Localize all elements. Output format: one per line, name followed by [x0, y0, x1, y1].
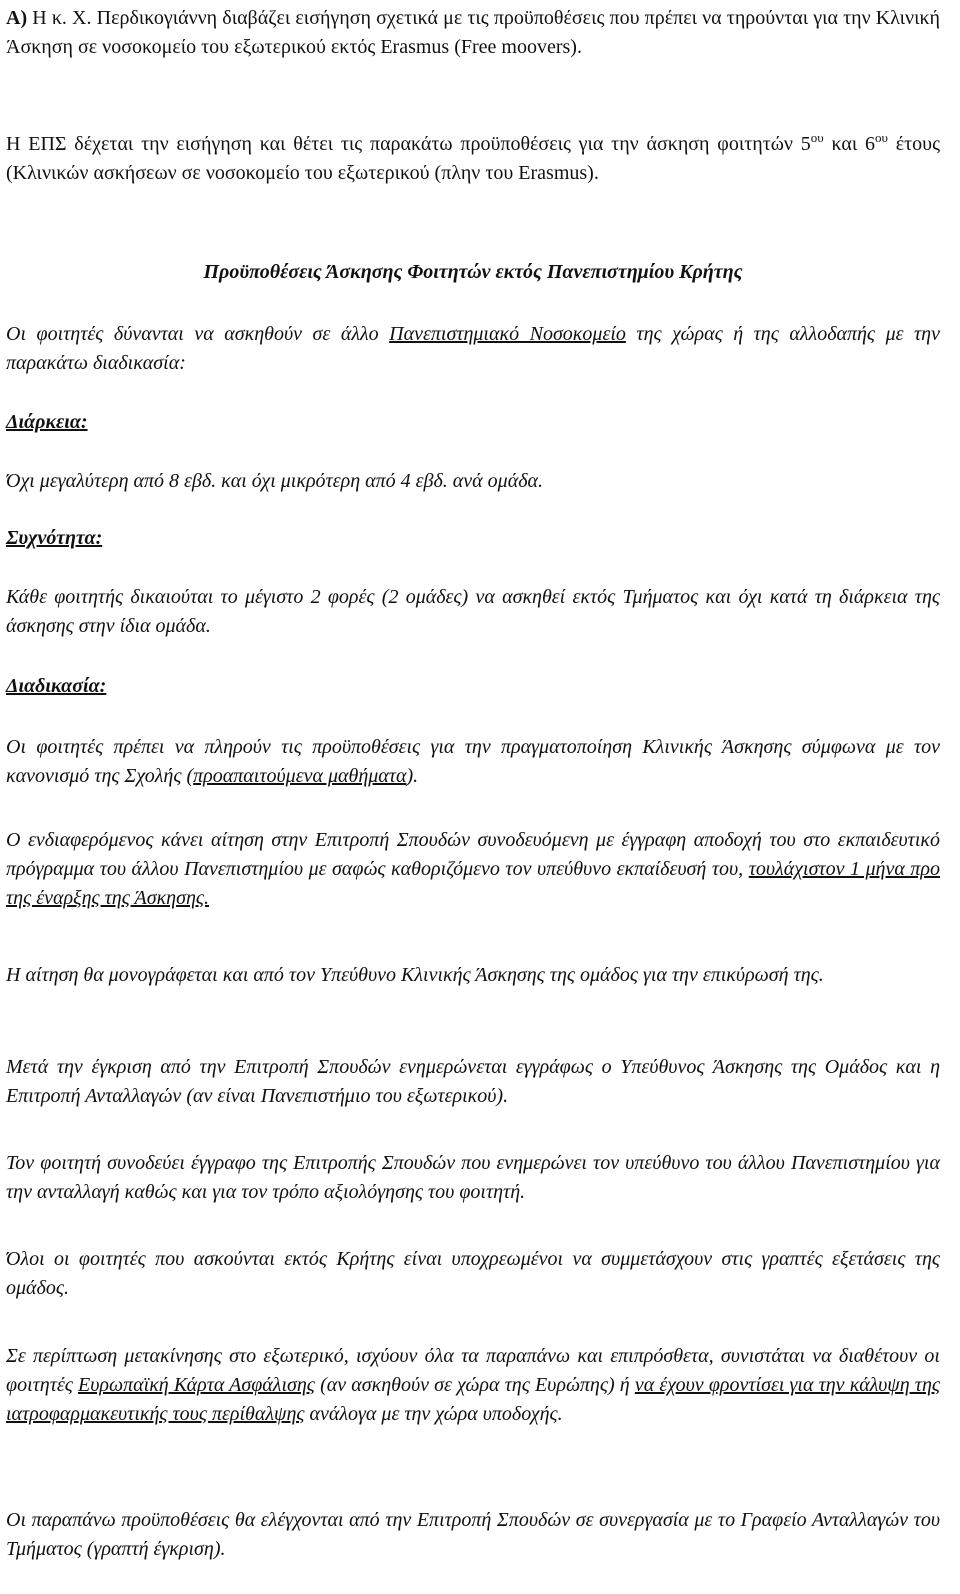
procedure-paragraph-8: Οι παραπάνω προϋποθέσεις θα ελέγχονται από την Επιτροπή Σπουδών σε συνεργασία με το Γραφείο Ανταλλαγών του Τμήματος (γραπτή έγκριση). — [6, 1509, 940, 1560]
procedure-paragraph-5: Τον φοιτητή συνοδεύει έγγραφο της Επιτροπής Σπουδών που ενημερώνει τον υπεύθυνο του άλλου Πανεπιστημίου για την ανταλλαγή καθώς και για τον τρόπο αξιολόγησης του φοιτητή. — [6, 1152, 940, 1203]
prerequisites-link: προαπαιτούμενα μαθήματα — [193, 765, 407, 787]
deadline-note: τουλάχιστον 1 μήνα προ της έναρξης της Άσκησης. — [6, 858, 940, 909]
proc1-text-a: Οι φοιτητές πρέπει να πληρούν τις προϋποθέσεις για την πραγματοποίηση Κλινικής Άσκησης σύμφωνα με τον κανονισμό της Σχολής ( — [6, 736, 940, 787]
heading-frequency: Συχνότητα: — [6, 527, 103, 549]
procedure-paragraph-4: Μετά την έγκριση από την Επιτροπή Σπουδών ενημερώνεται εγγράφως ο Υπεύθυνος Άσκησης της Ομάδος και η Επιτροπή Ανταλλαγών (αν είναι Πανεπιστήμιο του εξωτερικού). — [6, 1056, 940, 1107]
students-text-b: της χώρας ή της αλλοδαπής με την παρακάτω διαδικασία: — [6, 323, 940, 374]
medical-coverage-note: να έχουν φροντίσει για την κάλυψη της ιατροφαρμακευτικής τους περίθαλψης — [6, 1374, 940, 1425]
decision-sup-1: ου — [810, 130, 824, 145]
intro-label: Α) — [6, 7, 28, 29]
decision-sup-2: ου — [875, 130, 888, 145]
proc1-text-b: ). — [406, 765, 419, 787]
decision-text-3: έτους (Κλινικών ασκήσεων σε νοσοκομείο του εξωτερικού (πλην του Erasmus). — [6, 133, 940, 184]
intro-text: Η κ. Χ. Περδικογιάννη διαβάζει εισήγηση σχετικά με τις προϋποθέσεις που πρέπει να τηρούνται για την Κλινική Άσκηση σε νοσοκομείο του εξωτερικού εκτός Erasmus (Free moovers). — [6, 7, 941, 58]
procedure-paragraph-6: Όλοι οι φοιτητές που ασκούνται εκτός Κρήτης είναι υποχρεωμένοι να συμμετάσχουν στις γραπτές εξετάσεις της ομάδος. — [6, 1248, 940, 1299]
university-hospital-link: Πανεπιστημιακό Νοσοκομείο — [389, 323, 626, 345]
duration-paragraph: Όχι μεγαλύτερη από 8 εβδ. και όχι μικρότερη από 4 εβδ. ανά ομάδα. — [6, 470, 543, 492]
procedure-paragraph-3: Η αίτηση θα μονογράφεται και από τον Υπεύθυνο Κλινικής Άσκησης της ομάδος για την επικύρωσή της. — [6, 964, 824, 986]
proc7-text-c: ανάλογα με την χώρα υποδοχής. — [304, 1403, 563, 1425]
procedure-paragraph-2 — [6, 826, 940, 913]
procedure-paragraph-1 — [6, 733, 940, 791]
students-text-a: Οι φοιτητές δύνανται να ασκηθούν σε άλλο — [6, 323, 390, 345]
proc2-text-a: Ο ενδιαφερόμενος κάνει αίτηση στην Επιτροπή Σπουδών συνοδευόμενη με έγγραφη αποδοχή του στο εκπαιδευτικό πρόγραμμα του άλλου Πανεπιστημίου με σαφώς καθοριζόμενο τον υπεύθυνο εκπαίδευσή του, — [6, 829, 940, 880]
heading-procedure: Διαδικασία: — [6, 675, 107, 697]
proc7-text-a: Σε περίπτωση μετακίνησης στο εξωτερικό, ισχύουν όλα τα παραπάνω και επιπρόσθετα, συνιστάται να διαθέτουν οι φοιτητές — [6, 1345, 940, 1396]
intro-paragraph — [6, 4, 940, 62]
decision-text-1: Η ΕΠΣ δέχεται την εισήγηση και θέτει τις παρακάτω προϋποθέσεις για την άσκηση φοιτητών 5 — [6, 133, 811, 155]
frequency-paragraph: Κάθε φοιτητής δικαιούται το μέγιστο 2 φορές (2 ομάδες) να ασκηθεί εκτός Τμήματος και όχι κατά τη διάρκεια της άσκησης στην ίδια ομάδα. — [6, 586, 940, 637]
section-title: Προϋποθέσεις Άσκησης Φοιτητών εκτός Πανεπιστημίου Κρήτης — [203, 261, 743, 283]
proc7-text-b: (αν ασκηθούν σε χώρα της Ευρώπης) ή — [314, 1374, 635, 1396]
european-insurance-card: Ευρωπαϊκή Κάρτα Ασφάλισης — [78, 1374, 315, 1396]
heading-duration: Διάρκεια: — [6, 411, 88, 433]
students-paragraph — [6, 320, 940, 378]
procedure-paragraph-7 — [6, 1342, 940, 1429]
decision-text-2: και 6 — [823, 133, 876, 155]
decision-paragraph — [6, 130, 940, 188]
